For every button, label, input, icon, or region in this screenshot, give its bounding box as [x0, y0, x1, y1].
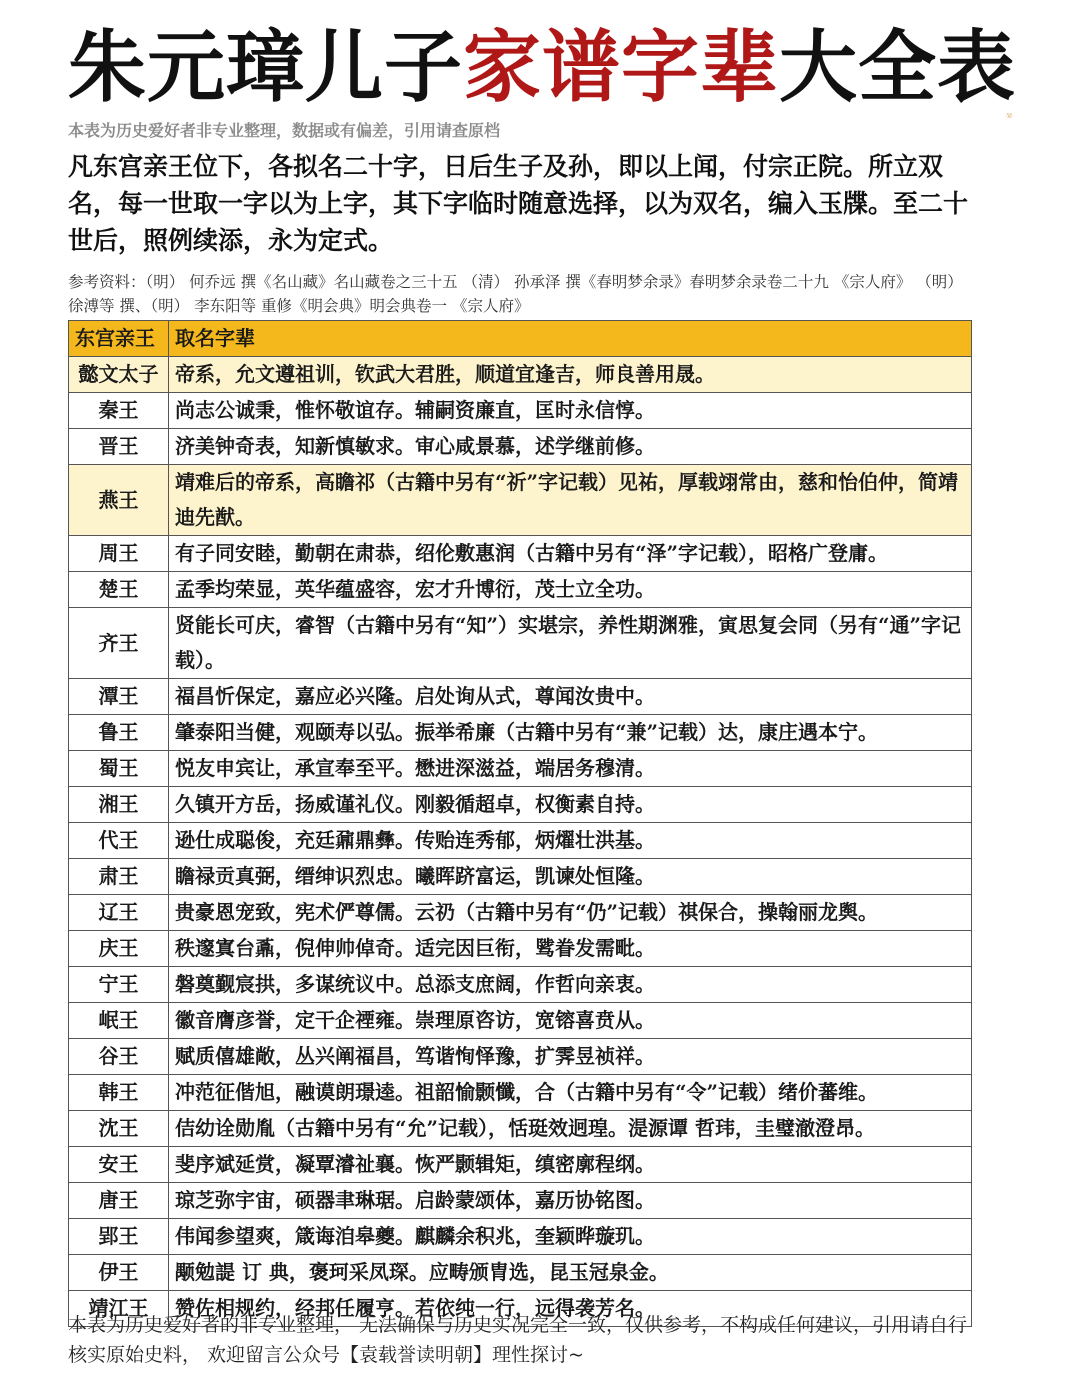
decorative-mark-icon: ෂ	[1006, 110, 1013, 121]
generation-names-cell: 贵豪恩宠致，宪术俨尊儒。云礽（古籍中另有“仍”记载）祺保合，操翰丽龙舆。	[169, 895, 972, 931]
intro-paragraph: 凡东宫亲王位下，各拟名二十字，日后生子及孙，即以上闻，付宗正院。所立双名，每一世取一字以为上字，其下字临时随意选择，以为双名，编入玉牒。至二十世后，照例续添，永为定式。	[68, 152, 969, 255]
prince-name-cell: 沈王	[69, 1111, 169, 1147]
prince-name-cell: 齐王	[69, 608, 169, 679]
table-row	[69, 1147, 972, 1183]
table-row	[69, 357, 972, 393]
header-generation-names: 取名字辈	[169, 321, 972, 357]
generation-names-cell: 肇泰阳当健，观颐寿以弘。振举希廉（古籍中另有“兼”记载）达，康庄遇本宁。	[169, 715, 972, 751]
table-row	[69, 1075, 972, 1111]
generation-names-cell: 冲范征偕旭，融谟朗璟逵。祖韶愉颢懺，合（古籍中另有“令”记载）绪价蕃维。	[169, 1075, 972, 1111]
prince-name-cell: 安王	[69, 1147, 169, 1183]
generation-names-cell: 有子同安睦，勤朝在肃恭，绍伦敷惠润（古籍中另有“泽”字记载），昭格广登庸。	[169, 536, 972, 572]
prince-name-cell: 郢王	[69, 1219, 169, 1255]
generation-names-cell: 磐奠觐宸拱，多谋统议中。总添支庶阔，作哲向亲衷。	[169, 967, 972, 1003]
prince-name-cell: 燕王	[69, 465, 169, 536]
table-row	[69, 1003, 972, 1039]
prince-name-cell: 湘王	[69, 787, 169, 823]
table-row	[69, 465, 972, 536]
generation-names-cell: 佶幼诠勋胤（古籍中另有“允”记载），恬珽效迥瑝。湜源谭 哲玮，圭璧澈澄昂。	[169, 1111, 972, 1147]
prince-name-cell: 潭王	[69, 679, 169, 715]
generation-names-cell: 琼芝弥宇宙，硕器聿琳琚。启龄蒙颂体，嘉历协铭图。	[169, 1183, 972, 1219]
generation-names-cell: 贤能长可庆，睿智（古籍中另有“知”）实堪宗，养性期渊雅，寅思复会同（另有“通”字记载）。	[169, 608, 972, 679]
generation-names-cell: 赞佐相规约，经邦任履亨。若依纯一行，远得袭芳名。	[169, 1291, 972, 1327]
table-row	[69, 608, 972, 679]
table-row	[69, 823, 972, 859]
table-row	[69, 751, 972, 787]
table-row	[69, 895, 972, 931]
prince-name-cell: 蜀王	[69, 751, 169, 787]
title-part-2: 家谱字辈	[463, 23, 780, 113]
generation-names-cell: 帝系，允文遵祖训，钦武大君胜，顺道宜逢吉，师良善用晟。	[169, 357, 972, 393]
table-row	[69, 715, 972, 751]
prince-name-cell: 秦王	[69, 393, 169, 429]
generation-names-cell: 颙勉諟 订 典，褒珂采凤琛。应畴颁胄选，昆玉冠泉金。	[169, 1255, 972, 1291]
table-row	[69, 1183, 972, 1219]
subtitle: 本表为历史爱好者非专业整理，数据或有偏差，引用请查原档	[68, 121, 501, 140]
prince-name-cell: 肃王	[69, 859, 169, 895]
table-row	[69, 1111, 972, 1147]
generation-names-cell: 孟季均荣显，英华蕴盛容，宏才升博衍，茂士立全功。	[169, 572, 972, 608]
prince-name-cell: 岷王	[69, 1003, 169, 1039]
page-title	[68, 18, 1016, 118]
generation-names-cell: 徽音膺彦誉，定干企禋雍。崇理原咨访，宽镕喜贲从。	[169, 1003, 972, 1039]
title-part-3: 大全表	[779, 23, 1017, 113]
table-row	[69, 572, 972, 608]
prince-name-cell: 靖江王	[69, 1291, 169, 1327]
generation-names-cell: 久镇开方岳，扬威谨礼仪。刚毅循超卓，权衡素自持。	[169, 787, 972, 823]
prince-name-cell: 周王	[69, 536, 169, 572]
prince-name-cell: 谷王	[69, 1039, 169, 1075]
generation-names-cell: 伟闻参望爽，箴诲洎皋夔。麒麟余积兆，奎颖晔璇玑。	[169, 1219, 972, 1255]
table-row	[69, 1255, 972, 1291]
table-body	[69, 357, 972, 1327]
prince-name-cell: 辽王	[69, 895, 169, 931]
table-row	[69, 1039, 972, 1075]
footer-note: 本表为历史爱好者的非专业整理， 无法确保与历史实况完全一致，仅供参考，不构成任何建议，引用请自行核实原始史料， 欢迎留言公众号【袁载誉读明朝】理性探讨~	[68, 1314, 968, 1366]
generation-names-cell: 悦友申宾让，承宣奉至平。懋进深滋益，端居务穆清。	[169, 751, 972, 787]
table-row	[69, 859, 972, 895]
generation-names-cell: 尚志公诚秉，惟怀敬谊存。辅嗣资廉直，匡时永信惇。	[169, 393, 972, 429]
lineage-table	[68, 320, 972, 1327]
table-row	[69, 967, 972, 1003]
generation-names-cell: 福昌忻保定，嘉应必兴隆。启处询从式，尊闻汝贵中。	[169, 679, 972, 715]
prince-name-cell: 懿文太子	[69, 357, 169, 393]
generation-names-cell: 逊仕成聪俊，充廷鼐鼎彝。传贻连秀郁，炳燿壮洪基。	[169, 823, 972, 859]
table-row	[69, 679, 972, 715]
prince-name-cell: 唐王	[69, 1183, 169, 1219]
prince-name-cell: 鲁王	[69, 715, 169, 751]
table-row	[69, 1219, 972, 1255]
prince-name-cell: 伊王	[69, 1255, 169, 1291]
prince-name-cell: 庆王	[69, 931, 169, 967]
generation-names-cell: 秩邃寘台鼒，倪伸帅倬奇。适完因巨衔，骘眷发需毗。	[169, 931, 972, 967]
prince-name-cell: 晋王	[69, 429, 169, 465]
table-row	[69, 931, 972, 967]
prince-name-cell: 宁王	[69, 967, 169, 1003]
generation-names-cell: 靖难后的帝系，高瞻祁（古籍中另有“祈”字记载）见祐，厚载翊常由，慈和怡伯仲，简靖迪先猷。	[169, 465, 972, 536]
generation-names-cell: 济美钟奇表，知新慎敏求。审心咸景慕，述学继前修。	[169, 429, 972, 465]
title-part-1: 朱元璋儿子	[68, 23, 464, 113]
references: 参考资料：（明） 何乔远 撰《名山藏》名山藏卷之三十五 （清） 孙承泽 撰《春明梦余录》春明梦余录卷二十九 《宗人府》 （明） 徐溥等 撰、（明） 李东阳等 重修《明会典》明会典卷一 《宗人府》	[68, 273, 963, 315]
generation-names-cell: 赋质僖雄敞，丛兴阐福昌，笃谐恂怿豫，扩霁昱祯祥。	[169, 1039, 972, 1075]
header-prince: 东宫亲王	[69, 321, 169, 357]
generation-names-cell: 瞻禄贡真弼，缙绅识烈忠。曦晖跻富运，凯谏处恒隆。	[169, 859, 972, 895]
generation-names-cell: 斐序斌延赏，凝覃濬祉襄。恢严颢辑矩，缜密廓程纲。	[169, 1147, 972, 1183]
table-header-row	[69, 321, 972, 357]
prince-name-cell: 韩王	[69, 1075, 169, 1111]
table-row	[69, 393, 972, 429]
table-row	[69, 536, 972, 572]
prince-name-cell: 代王	[69, 823, 169, 859]
prince-name-cell: 楚王	[69, 572, 169, 608]
table-row	[69, 429, 972, 465]
table-row	[69, 787, 972, 823]
